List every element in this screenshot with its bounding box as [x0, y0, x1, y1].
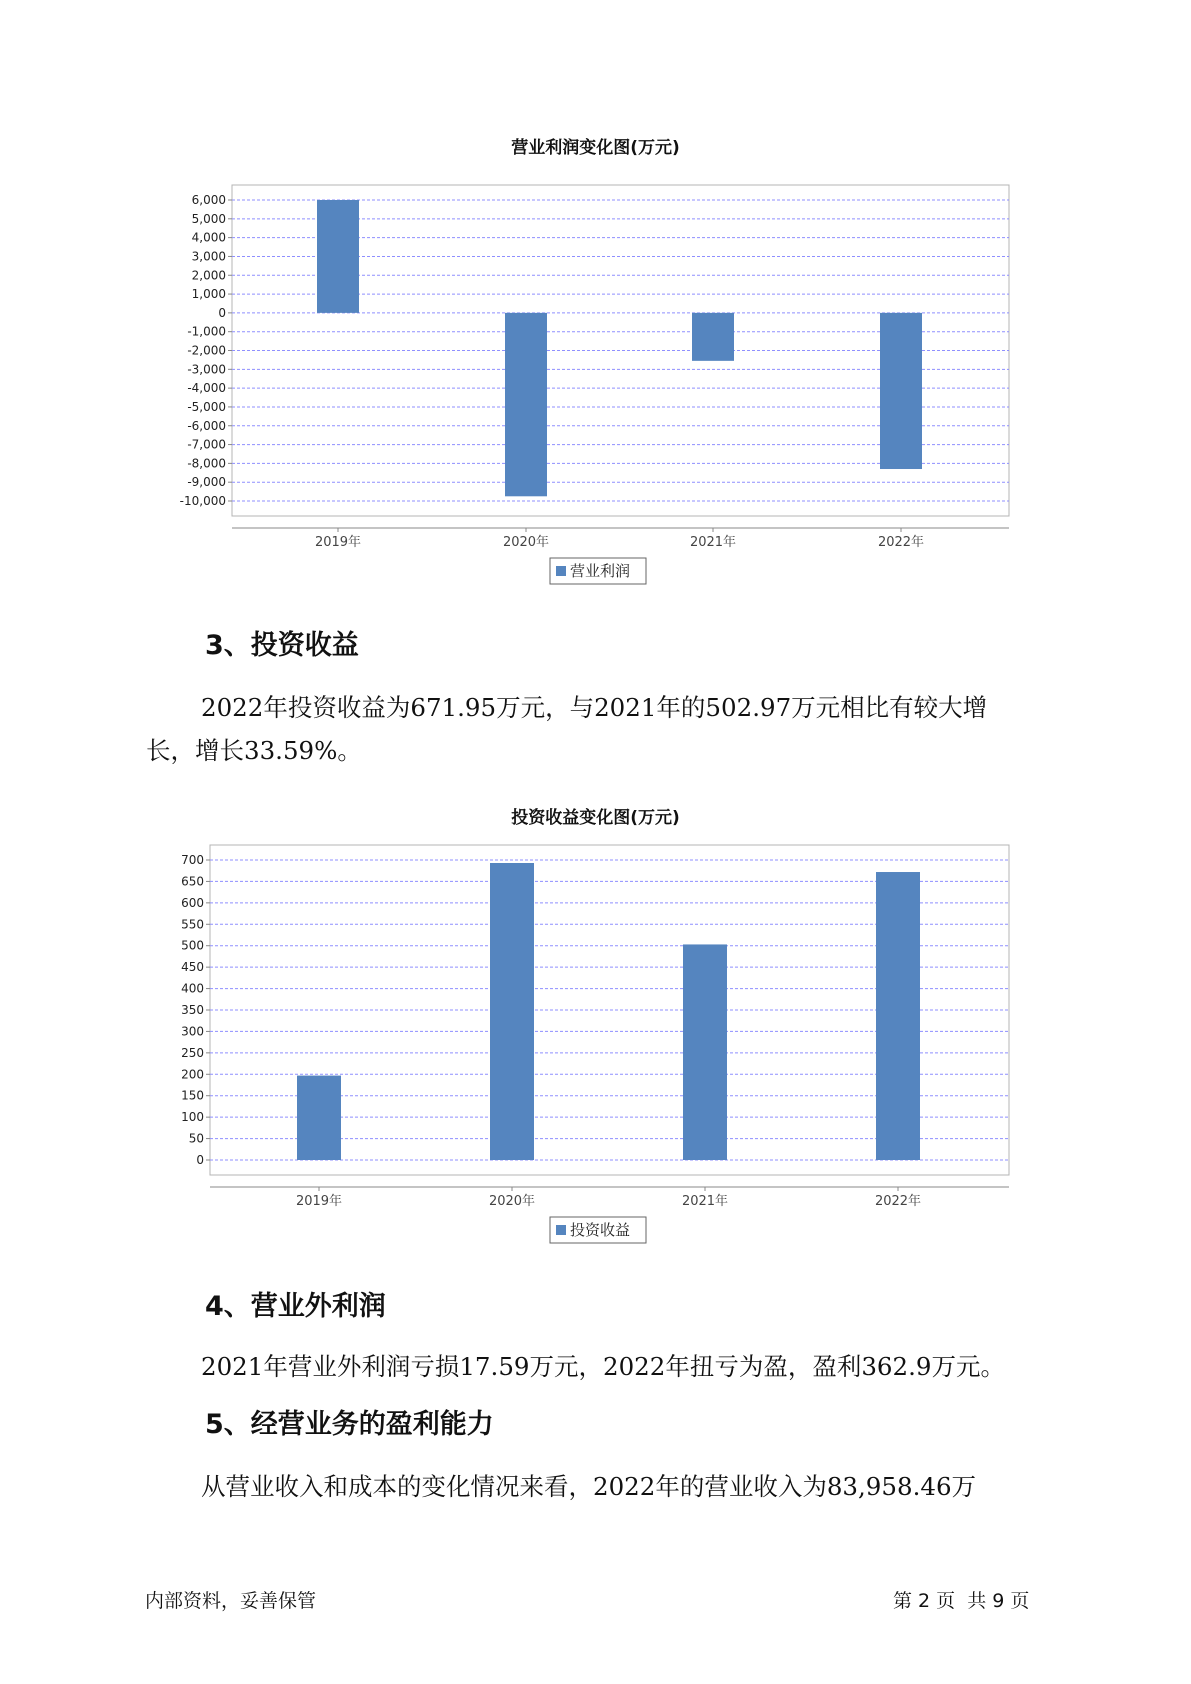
y-tick-label: 600: [181, 895, 204, 910]
x-tick-label: 2022年: [877, 535, 925, 550]
y-tick-label: 5,000: [191, 211, 226, 226]
section3-line2: 长，增长33.59%。: [146, 736, 362, 765]
legend-label: 营业利润: [570, 562, 631, 580]
y-tick-label: 250: [181, 1045, 204, 1060]
y-tick-label: -2,000: [187, 343, 226, 358]
chart1-title: 营业利润变化图(万元): [511, 138, 680, 158]
y-tick-label: 50: [188, 1131, 204, 1146]
y-tick-label: -9,000: [187, 475, 226, 490]
chart2-title: 投资收益变化图(万元): [511, 808, 680, 828]
legend-swatch: [556, 566, 566, 576]
y-tick-label: -3,000: [187, 362, 226, 377]
footer-confidential: 内部资料，妥善保管: [145, 1590, 317, 1612]
x-tick-label: 2019年: [295, 1194, 343, 1209]
y-tick-label: -10,000: [179, 494, 226, 508]
bar: [297, 1076, 341, 1160]
bar: [876, 872, 920, 1160]
y-tick-label: 2,000: [191, 268, 226, 283]
y-tick-label: -6,000: [187, 418, 226, 433]
section3-line1: 2022年投资收益为671.95万元，与2021年的502.97万元相比有较大增: [201, 693, 988, 722]
section4-heading: 4、营业外利润: [205, 1291, 386, 1322]
bar: [692, 313, 734, 361]
y-tick-label: 0: [196, 1153, 204, 1167]
y-tick-label: 400: [181, 981, 204, 996]
y-tick-label: 0: [218, 305, 226, 320]
y-tick-label: 100: [181, 1110, 204, 1125]
y-tick-label: 700: [181, 853, 204, 867]
section5-heading: 5、经营业务的盈利能力: [205, 1409, 494, 1440]
section5-line1: 从营业收入和成本的变化情况来看，2022年的营业收入为83,958.46万: [201, 1472, 977, 1501]
operating-profit-chart: [0, 160, 1191, 590]
y-tick-label: -7,000: [187, 437, 226, 452]
legend-swatch: [556, 1225, 566, 1235]
y-tick-label: 300: [181, 1024, 204, 1039]
x-tick-label: 2022年: [874, 1194, 922, 1209]
footer-page-number: 第 2 页 共 9 页: [893, 1590, 1030, 1612]
y-tick-label: 6,000: [191, 193, 226, 207]
y-tick-label: 200: [181, 1067, 204, 1082]
x-tick-label: 2020年: [502, 535, 550, 550]
y-tick-label: 3,000: [191, 249, 226, 264]
legend-label: 投资收益: [570, 1221, 631, 1239]
x-tick-label: 2019年: [314, 535, 362, 550]
y-tick-label: 450: [181, 960, 204, 975]
y-tick-label: 150: [181, 1088, 204, 1103]
bar: [317, 200, 359, 313]
investment-income-chart: [0, 830, 1191, 1270]
y-tick-label: 500: [181, 938, 204, 953]
bar: [683, 944, 727, 1160]
x-tick-label: 2021年: [689, 535, 737, 550]
y-tick-label: 550: [181, 917, 204, 932]
y-tick-label: 1,000: [191, 287, 226, 302]
y-tick-label: 650: [181, 874, 204, 889]
y-tick-label: -4,000: [187, 381, 226, 396]
y-tick-label: 4,000: [191, 230, 226, 245]
section3-heading: 3、投资收益: [205, 630, 359, 661]
y-tick-label: -5,000: [187, 399, 226, 414]
bar: [490, 863, 534, 1160]
y-tick-label: 350: [181, 1003, 204, 1017]
x-tick-label: 2021年: [681, 1194, 729, 1209]
x-tick-label: 2020年: [488, 1194, 536, 1209]
y-tick-label: -1,000: [187, 324, 226, 339]
bar: [505, 313, 547, 496]
bar: [880, 313, 922, 469]
y-tick-label: -8,000: [187, 456, 226, 471]
section4-line1: 2021年营业外利润亏损17.59万元，2022年扭亏为盈，盈利362.9万元。: [201, 1352, 1005, 1381]
